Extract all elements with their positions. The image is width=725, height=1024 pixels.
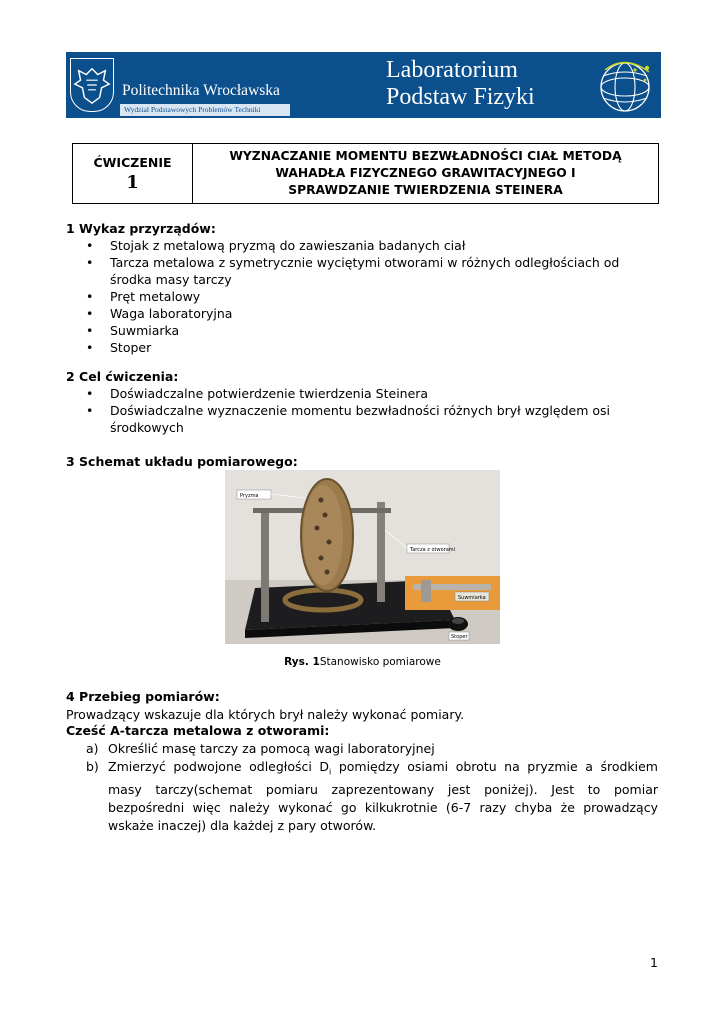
exercise-title-line: WAHADŁA FIZYCZNEGO GRAWITACYJNEGO I <box>275 166 576 180</box>
caption-text: Stanowisko pomiarowe <box>319 656 441 668</box>
figure-caption <box>0 656 725 668</box>
list-item: • Waga laboratoryjna <box>84 305 664 322</box>
section4-intro: Prowadzący wskazuje dla których brył należy wykonać pomiary. <box>66 707 465 722</box>
label-pryzma: Pryzma <box>240 493 259 499</box>
exercise-label: ĆWICZENIE <box>93 154 172 170</box>
lab-title <box>386 57 535 111</box>
label-stoper: Stoper <box>451 634 468 640</box>
section-heading: 1 Wykaz przyrządów: <box>66 221 216 236</box>
part-a-heading: Cześć A-tarcza metalowa z otworami: <box>66 723 330 738</box>
lab-title-line2: Podstaw Fizyki <box>386 84 535 110</box>
university-branding <box>66 52 294 118</box>
caption-label: Rys. 1 <box>284 656 320 668</box>
list-item: • Doświadczalne wyznaczenie momentu bezwładności różnych brył względem osi środkowych <box>84 402 664 436</box>
goals-list <box>84 385 664 436</box>
list-item: • Stojak z metalową pryzmą do zawieszania badanych ciał <box>84 237 664 254</box>
lab-branding <box>294 52 661 118</box>
exercise-title-table <box>72 143 659 204</box>
step-text-after: pomiędzy osiami obrotu na pryzmie a środkiem masy tarczy(schemat pomiaru zaprezentowany jest poniżej). Jest to pomiar bezpośredni więc należy wykonać go kilkukrotnie (6-7 razy chyba że prowadzący wskaże inaczej) dla każdej z pary otworów. <box>108 758 658 833</box>
step-text: Określić masę tarczy za pomocą wagi laboratoryjnej <box>108 741 435 756</box>
university-name: Politechnika Wrocławska <box>122 82 280 99</box>
step-text-before: Zmierzyć podwojone odległości D <box>108 758 330 774</box>
list-item: • Pręt metalowy <box>84 288 664 305</box>
label-suwmiarka: Suwmiarka <box>458 595 486 601</box>
exercise-title-line: SPRAWDZANIE TWIERDZENIA STEINERA <box>288 183 563 197</box>
list-item: • Suwmiarka <box>84 322 664 339</box>
exercise-number: 1 <box>126 171 139 193</box>
exercise-title <box>221 148 629 199</box>
exercise-title-line: WYZNACZANIE MOMENTU BEZWŁADNOŚCI CIAŁ METODĄ <box>229 149 622 163</box>
procedure-step <box>86 758 658 835</box>
step-subscript: i <box>329 767 332 777</box>
setup-illustration <box>225 470 500 644</box>
step-marker: b) <box>86 758 99 774</box>
lab-title-line1: Laboratorium <box>386 57 518 83</box>
procedure-steps <box>86 740 658 834</box>
exercise-title-cell <box>193 144 658 203</box>
header-banner <box>66 52 661 118</box>
procedure-step <box>86 740 658 758</box>
label-tarcza: Tarcza z otworami <box>410 547 456 553</box>
list-item: • Tarcza metalowa z symetrycznie wyciętymi otworami w różnych odległościach od środka masy tarczy <box>84 254 664 288</box>
step-marker: a) <box>86 741 99 756</box>
eagle-crest-icon <box>70 58 114 112</box>
list-item: • Stoper <box>84 339 664 356</box>
list-item: • Doświadczalne potwierdzenie twierdzenia Steinera <box>84 385 664 402</box>
equipment-list <box>84 237 664 356</box>
setup-photo <box>225 470 500 644</box>
globe-logo-icon <box>595 56 655 114</box>
page-number: 1 <box>650 955 658 970</box>
section-heading: 4 Przebieg pomiarów: <box>66 689 220 704</box>
section-heading: 3 Schemat układu pomiarowego: <box>66 454 298 469</box>
exercise-number-cell <box>73 144 193 203</box>
section-heading: 2 Cel ćwiczenia: <box>66 369 179 384</box>
faculty-name: Wydział Podstawowych Problemów Techniki <box>124 105 261 114</box>
